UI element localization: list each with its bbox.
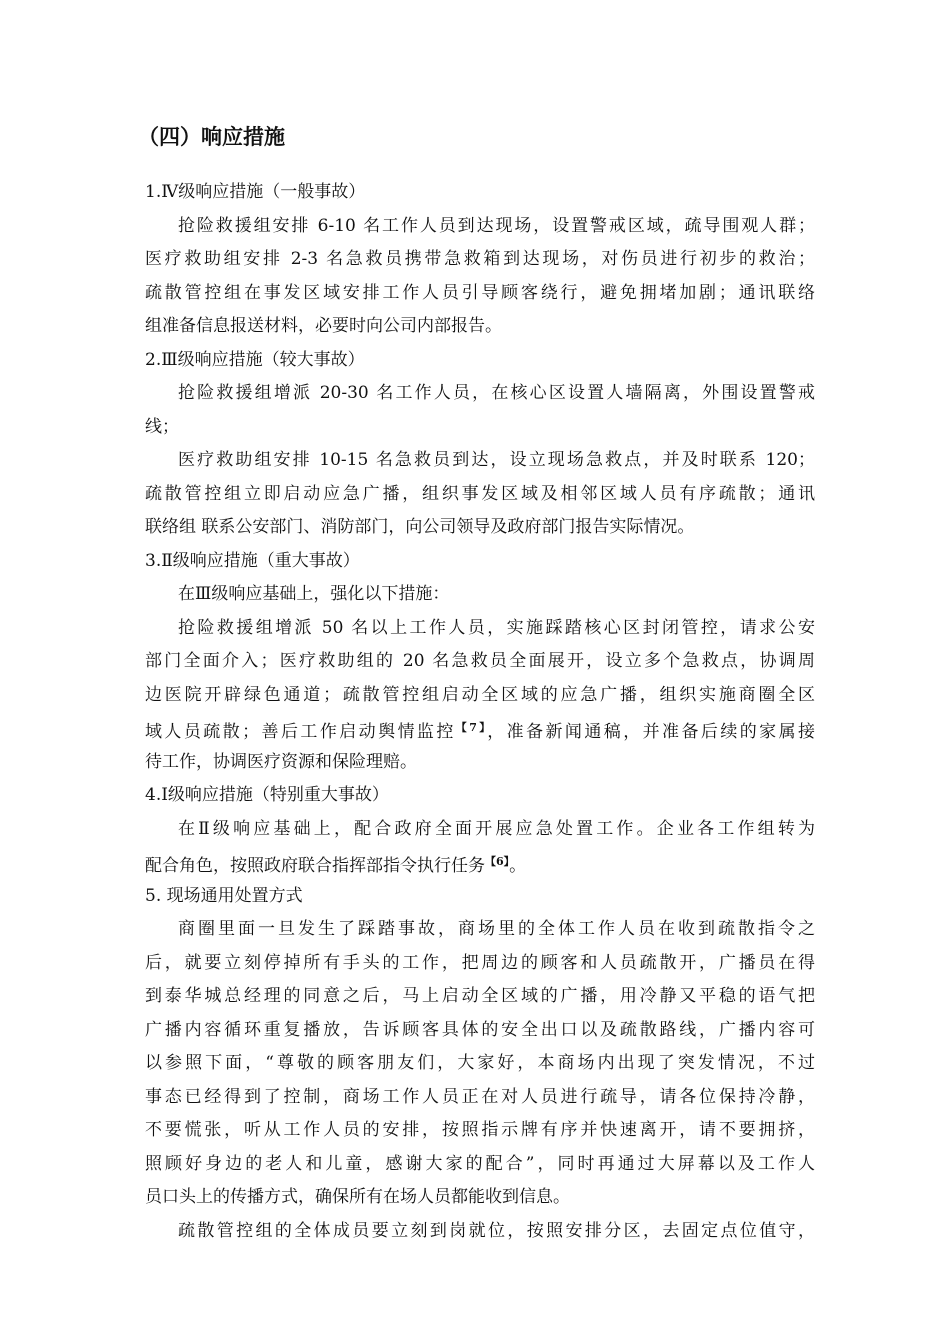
paragraph-line: [145, 281, 815, 305]
line-text-continued: ，准备新闻通稿，并准备后续的家属接: [487, 722, 816, 742]
line-text: 照顾好身边的老人和儿童，感谢大家的配合”，同时再通过大屏幕以及工作人: [145, 1153, 815, 1174]
paragraph-line: [145, 683, 815, 707]
line-text: 抢险救援组安排 6-10 名工作人员到达现场，设置警戒区域，疏导围观人群；: [178, 215, 815, 236]
line-text: 在Ⅲ级响应基础上，强化以下措施：: [178, 584, 450, 604]
line-text: 后，就要立刻停掉所有手头的工作，把周边的顾客和人员疏散开，广播员在得: [145, 952, 815, 973]
line-text: 配合角色，按照政府联合指挥部指令执行任务: [145, 856, 485, 876]
line-text: 3.Ⅱ级响应措施（重大事故）: [145, 550, 360, 571]
line-text: 5. 现场通用处置方式: [145, 885, 303, 906]
paragraph-line: [145, 515, 815, 539]
line-text: 1.Ⅳ级响应措施（一般事故）: [145, 182, 366, 202]
paragraph-line: [178, 582, 815, 606]
paragraph-line: [145, 1152, 815, 1176]
line-text: 组准备信息报送材料，必要时向公司内部报告。: [145, 316, 502, 336]
line-text: 部门全面介入；医疗救助组的 20 名急救员全面展开，设立多个急救点，协调周: [145, 651, 815, 671]
line-text: 2.Ⅲ级响应措施（较大事故）: [145, 349, 365, 370]
citation-ref: 【6】: [485, 855, 510, 868]
subsection-heading: [145, 884, 815, 908]
paragraph-line: [145, 716, 815, 744]
paragraph-line: [145, 1118, 815, 1142]
line-text: 待工作，协调医疗资源和保险理赔。: [145, 751, 417, 772]
line-text: 联络组 联系公安部门、消防部门，向公司领导及政府部门报告实际情况。: [145, 517, 695, 537]
paragraph-line: [145, 482, 815, 506]
citation-ref: 【7】: [455, 721, 488, 734]
paragraph-line: [145, 649, 815, 673]
paragraph-line: [145, 750, 815, 774]
paragraph-line: [178, 616, 815, 640]
paragraph-line: [145, 415, 815, 439]
line-text: 不要慌张，听从工作人员的安排，按照指示牌有序并快速离开，请不要拥挤，: [145, 1120, 815, 1140]
paragraph-line: [145, 1185, 815, 1209]
paragraph-line: [145, 1018, 815, 1042]
paragraph-line: [178, 448, 815, 472]
line-text: 疏散管控组的全体成员要立刻到岗就位，按照安排分区，去固定点位值守，: [178, 1220, 815, 1241]
paragraph-line: [178, 381, 815, 405]
paragraph-line: [145, 314, 815, 338]
line-text-continued: 。: [509, 856, 527, 876]
paragraph-line: [145, 984, 815, 1008]
paragraph-line: [178, 1219, 815, 1243]
line-text: 医疗救助组安排 2-3 名急救员携带急救箱到达现场，对伤员进行初步的救治；: [145, 249, 815, 269]
line-text: 在Ⅱ级响应基础上，配合政府全面开展应急处置工作。企业各工作组转为: [178, 818, 815, 839]
paragraph-line: [145, 850, 815, 878]
line-text: 线；: [145, 416, 179, 437]
paragraph-line: [145, 1051, 815, 1075]
paragraph-line: [178, 817, 815, 841]
line-text: 到泰华城总经理的同意之后，马上启动全区域的广播，用冷静又平稳的语气把: [145, 986, 815, 1006]
line-text: 域人员疏散；善后工作启动舆情监控: [145, 722, 456, 742]
line-text: 医疗救助组安排 10-15 名急救员到达，设立现场急救点，并及时联系 120；: [178, 450, 815, 470]
line-text: 以参照下面，“尊敬的顾客朋友们，大家好，本商场内出现了突发情况，不过: [145, 1053, 815, 1073]
line-text: 事态已经得到了控制，商场工作人员正在对人员进行疏导，请各位保持冷静，: [145, 1086, 815, 1107]
line-text: 抢险救援组增派 20-30 名工作人员，在核心区设置人墙隔离，外围设置警戒: [178, 383, 815, 403]
line-text: 4.Ⅰ级响应措施（特别重大事故）: [145, 785, 389, 805]
paragraph-line: [145, 1085, 815, 1109]
subsection-heading: [145, 783, 815, 807]
section-title: （四）响应措施: [138, 125, 285, 149]
paragraph-line: [178, 214, 815, 238]
line-text: 边医院开辟绿色通道；疏散管控组启动全区域的应急广播，组织实施商圈全区: [145, 684, 815, 705]
line-text: 广播内容循环重复播放，告诉顾客具体的安全出口以及疏散路线，广播内容可: [145, 1019, 815, 1040]
line-text: 疏散管控组在事发区域安排工作人员引导顾客绕行，避免拥堵加剧；通讯联络: [145, 282, 815, 303]
subsection-heading: [145, 348, 815, 372]
paragraph-line: [145, 247, 815, 271]
line-text: 抢险救援组增派 50 名以上工作人员，实施踩踏核心区封闭管控，请求公安: [178, 617, 815, 638]
line-text: 疏散管控组立即启动应急广播，组织事发区域及相邻区域人员有序疏散；通讯: [145, 483, 815, 504]
subsection-heading: [145, 180, 815, 204]
paragraph-line: [178, 917, 815, 941]
paragraph-line: [145, 951, 815, 975]
line-text: 商圈里面一旦发生了踩踏事故，商场里的全体工作人员在收到疏散指令之: [178, 919, 815, 939]
subsection-heading: [145, 549, 815, 573]
line-text: 员口头上的传播方式，确保所有在场人员都能收到信息。: [145, 1187, 570, 1207]
